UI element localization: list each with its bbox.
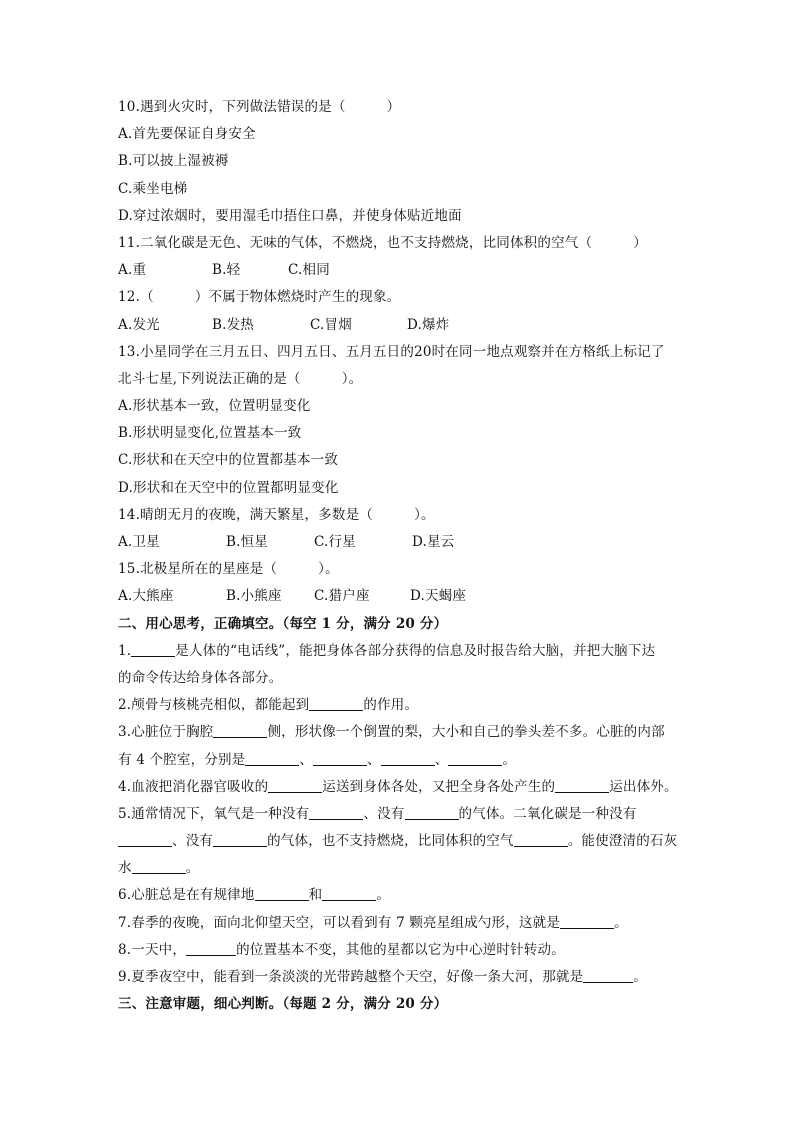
q10-option-d: D.穿过浓烟时，要用湿毛巾捂住口鼻，并使身体贴近地面 — [118, 207, 462, 224]
answer-blank[interactable] — [514, 831, 568, 847]
q15-option-b: B.小熊座 — [226, 588, 282, 605]
fill-1-line2: 的命令传达给身体各部分。 — [118, 669, 283, 686]
q13-option-d: D.形状和在天空中的位置都明显变化 — [118, 479, 339, 496]
answer-blank[interactable] — [268, 777, 322, 793]
answer-blank[interactable] — [255, 885, 309, 901]
answer-blank[interactable] — [405, 804, 459, 820]
fill-2: 2.颅骨与核桃壳相似，都能起到 的作用。 — [118, 697, 419, 714]
fill-6: 6.心脏总是在有规律地 和 。 — [118, 887, 390, 904]
q10-option-a: A.首先要保证自身安全 — [118, 126, 256, 143]
section3-heading: 三、注意审题，细心判断。（每题 2 分，满分 20 分） — [118, 996, 448, 1013]
q10-option-c: C.乘坐电梯 — [118, 180, 188, 197]
answer-blank[interactable] — [381, 750, 435, 766]
fill-9: 9.夏季夜空中，能看到一条淡淡的光带跨越整个天空，好像一条大河，那就是 。 — [118, 969, 648, 985]
q14-option-c: C.行星 — [314, 534, 356, 550]
q14-option-d: D.星云 — [412, 534, 455, 550]
fill-5-line3: 水 。 — [118, 860, 200, 877]
answer-blank[interactable] — [309, 804, 363, 820]
fill-3-line1: 3.心脏位于胸腔 侧，形状像一个倒置的梨，大小和自己的拳头差不多。心脏的内部 — [118, 724, 665, 741]
fill-8: 8.一天中， 的位置基本不变，其他的星都以它为中心逆时针转动。 — [118, 941, 565, 958]
q14-option-a: A.卫星 — [118, 534, 160, 550]
q10-stem: 10.遇到火灾时，下列做法错误的是（ ） — [118, 99, 401, 115]
q11-options — [118, 257, 688, 284]
q12-options — [118, 312, 688, 339]
q10-option-b: B.可以披上湿被褥 — [118, 153, 229, 170]
q12-option-c: C.冒烟 — [310, 316, 352, 333]
q12-option-d: D.爆炸 — [407, 316, 450, 333]
q14-option-b: B.恒星 — [226, 534, 269, 550]
answer-blank[interactable] — [309, 695, 363, 711]
q14-options — [118, 529, 688, 556]
q15-option-a: A.大熊座 — [118, 588, 174, 605]
answer-blank[interactable] — [118, 831, 172, 847]
q12-stem: 12.（ ）不属于物体燃烧时产生的现象。 — [118, 289, 401, 306]
exam-content — [118, 94, 688, 1018]
answer-blank[interactable] — [322, 885, 376, 901]
fill-7: 7.春季的夜晚，面向北仰望天空，可以看到有 7 颗亮星组成勺形，这就是 。 — [118, 914, 628, 931]
q13-stem-line1: 13.小星同学在三月五日、四月五日、五月五日的20时在同一地点观察并在方格纸上标记了 — [118, 343, 665, 360]
fill-4: 4.血液把消化器官吸收的 运送到身体各处，又把全身各处产生的 运出体外。 — [118, 778, 678, 795]
q13-stem-line2: 北斗七星,下列说法正确的是（ ）。 — [118, 370, 363, 387]
answer-blank[interactable] — [555, 777, 609, 793]
q13-option-a: A.形状基本一致，位置明显变化 — [118, 398, 311, 415]
q12-option-b: B.发热 — [212, 316, 255, 333]
fill-5-line2: 、没有 的气体，也不支持燃烧，比同体积的空气 。能使澄清的石灰 — [118, 828, 688, 855]
answer-blank[interactable] — [448, 750, 502, 766]
q11-option-b: B.轻 — [212, 262, 241, 279]
answer-blank[interactable] — [560, 913, 614, 929]
fill-1-line1: 1. 是人体的“电话线”，能把身体各部分获得的信息及时报告给大脑，并把大脑下达 — [118, 642, 656, 659]
q15-stem: 15.北极星所在的星座是（ ）。 — [118, 561, 339, 578]
answer-blank[interactable] — [583, 967, 633, 983]
q13-option-c: C.形状和在天空中的位置都基本一致 — [118, 452, 339, 469]
q15-option-d: D.天蝎座 — [410, 588, 467, 605]
fill-5-line1: 5.通常情况下，氧气是一种没有 、没有 的气体。二氧化碳是一种没有 — [118, 805, 637, 822]
fill-3-line2: 有 4 个腔室，分别是 、 、 、 。 — [118, 751, 517, 768]
answer-blank[interactable] — [213, 831, 267, 847]
q13-option-b: B.形状明显变化,位置基本一致 — [118, 425, 302, 442]
answer-blank[interactable] — [132, 858, 186, 874]
q12-option-a: A.发光 — [118, 316, 160, 333]
answer-blank[interactable] — [131, 641, 175, 657]
q15-options — [118, 583, 688, 610]
answer-blank[interactable] — [186, 940, 236, 956]
q11-stem: 11.二氧化碳是无色、无味的气体，不燃烧，也不支持燃烧，比同体积的空气（ ） — [118, 234, 647, 251]
answer-blank[interactable] — [245, 750, 299, 766]
q11-option-c: C.相同 — [288, 262, 330, 279]
q15-option-c: C.猎户座 — [314, 588, 370, 605]
answer-blank[interactable] — [213, 722, 267, 738]
section2-heading: 二、用心思考，正确填空。（每空 1 分，满分 20 分） — [118, 615, 448, 632]
answer-blank[interactable] — [313, 750, 367, 766]
q14-stem: 14.晴朗无月的夜晚，满天繁星，多数是（ ）。 — [118, 506, 435, 523]
q11-option-a: A.重 — [118, 262, 147, 279]
